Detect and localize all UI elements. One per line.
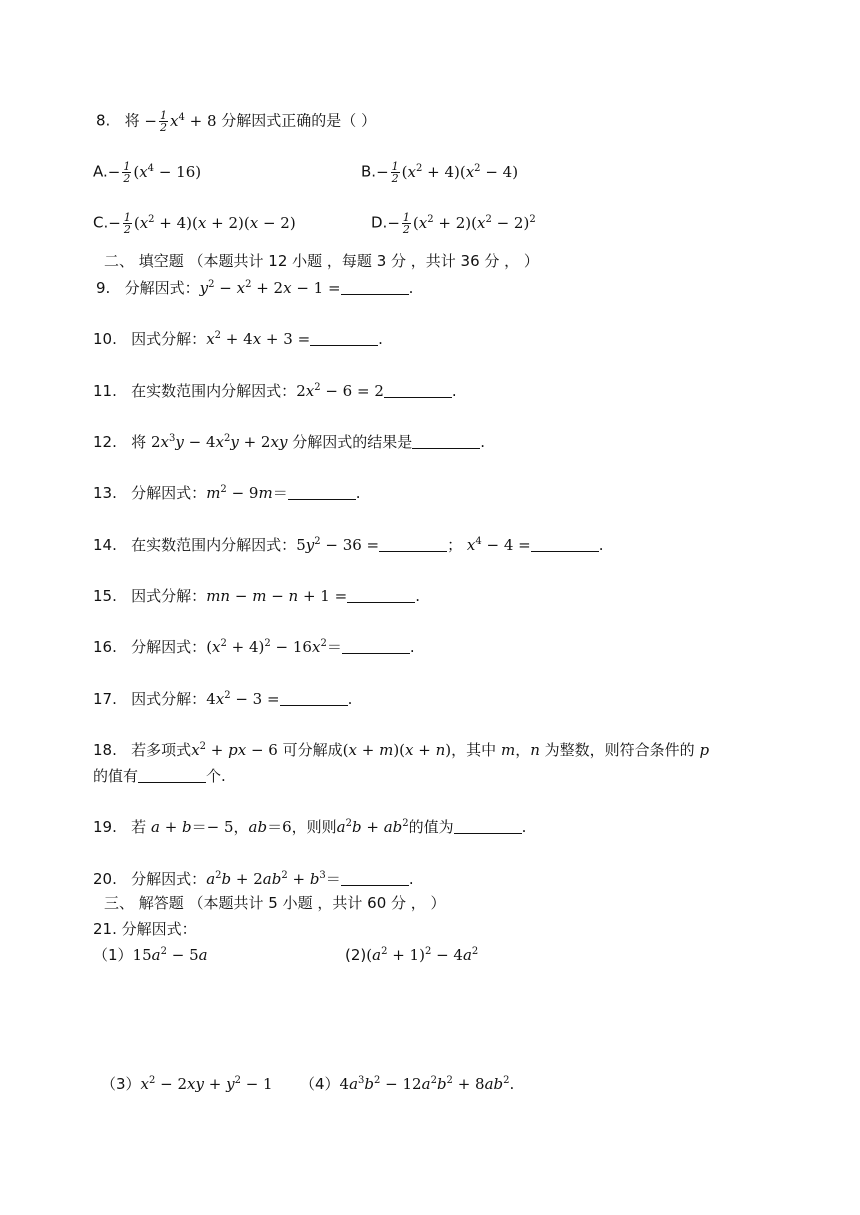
question-text: ，其中 xyxy=(451,741,497,759)
answer-blank[interactable] xyxy=(454,819,522,834)
answer-blank[interactable] xyxy=(412,434,480,449)
question-19 xyxy=(93,817,526,837)
math-expression: $2x^3y - 4x^2y + 2xy$ xyxy=(150,433,288,451)
answer-blank[interactable] xyxy=(379,537,447,552)
question-text: 分解因式的结果是 xyxy=(292,433,413,451)
math-expression: mn − m − n + 1 = xyxy=(206,587,348,605)
punctuation: . xyxy=(408,279,414,297)
question-21-part-1 xyxy=(93,945,208,965)
answer-blank[interactable] xyxy=(310,331,378,346)
punctuation: . xyxy=(378,330,383,348)
answer-blank[interactable] xyxy=(138,768,206,783)
question-number: 13. xyxy=(93,484,117,502)
math-expression: a + b＝− 5 xyxy=(150,818,234,836)
question-text: 则 xyxy=(321,818,337,836)
question-16 xyxy=(93,637,415,657)
math-expression: $4x^2 - 3$ = xyxy=(206,690,280,708)
question-21-title: 21. 分解因式： xyxy=(93,920,197,938)
part-label: （3） xyxy=(101,1075,141,1093)
option-label: A. xyxy=(93,162,108,181)
punctuation: ，则 xyxy=(291,818,322,836)
math-expression: $2x^2 - 6 = 2$ xyxy=(296,382,384,400)
punctuation: . xyxy=(415,587,420,605)
section-3-heading: 三、 解答题 （本题共计 5 小题 ，共计 60 分 ， ） xyxy=(104,894,446,912)
math-expression: $(x^2 + 4)^2 - 16x^2=$ xyxy=(206,638,342,656)
question-21-part-3 xyxy=(101,1074,273,1094)
part-label: （1） xyxy=(93,946,133,964)
question-number: 12. xyxy=(93,433,117,451)
option-b xyxy=(361,161,518,184)
question-text: 的值有 xyxy=(93,767,139,785)
punctuation: . xyxy=(409,638,415,656)
option-label: D. xyxy=(371,213,388,232)
math-expression: $x^2 + 4x + 3$ = xyxy=(206,330,311,348)
question-number: 19. xyxy=(93,818,117,836)
option-label: B. xyxy=(361,162,377,181)
question-number: 9. xyxy=(96,279,111,297)
question-text: 若 xyxy=(131,818,147,836)
question-text: 的值为 xyxy=(408,818,454,836)
answer-blank[interactable] xyxy=(341,871,409,886)
section-2-heading: 二、 填空题 （本题共计 12 小题 ，每题 3 分 ，共计 36 分 ， ） xyxy=(104,252,539,270)
question-number: 17. xyxy=(93,690,117,708)
math-expression: $(a^2 + 1)^2 - 4a^2$ xyxy=(366,946,479,964)
question-text: 分解因式正确的是（ ） xyxy=(221,111,377,130)
answer-blank[interactable] xyxy=(531,537,599,552)
question-text: 分解因式： xyxy=(131,484,207,502)
option-label: C. xyxy=(93,213,109,232)
question-text: 为整数，则符合条件的 xyxy=(544,741,695,759)
question-number: 11. xyxy=(93,382,117,400)
question-10 xyxy=(93,329,383,349)
question-number: 14. xyxy=(93,536,117,554)
question-text: 分解因式： xyxy=(124,279,200,297)
question-18-line-2 xyxy=(93,766,226,786)
question-15 xyxy=(93,586,420,606)
math-expression: $5y^2 - 36$ = xyxy=(296,536,380,554)
question-number: 15. xyxy=(93,587,117,605)
math-expression: − $\frac{1}{2}$ $(x^2 + 2)(x^2 - 2)^2$ xyxy=(387,211,536,236)
math-expression: − $\frac{1}{2}$ $(x^2 + 4)(x^2 - 4)$ xyxy=(376,160,519,185)
question-number: 20. xyxy=(93,870,117,888)
question-21-part-4 xyxy=(300,1074,514,1094)
question-number: 16. xyxy=(93,638,117,656)
math-expression: $x^2 - 2xy + y^2 - 1$ xyxy=(140,1075,273,1093)
punctuation: . xyxy=(451,382,457,400)
answer-blank[interactable] xyxy=(342,639,410,654)
question-18 xyxy=(93,740,709,760)
question-text: 分解因式： xyxy=(131,870,207,888)
punctuation: . xyxy=(598,536,604,554)
math-expression: $4a^3b^2 - 12a^2b^2 + 8ab^2$ xyxy=(339,1075,510,1093)
question-text: 因式分解： xyxy=(131,587,207,605)
punctuation: . xyxy=(521,818,527,836)
punctuation: . xyxy=(509,1075,515,1093)
question-text: 分解因式： xyxy=(131,638,207,656)
question-21-part-2 xyxy=(345,945,478,965)
question-text: 在实数范围内分解因式： xyxy=(131,382,297,400)
math-expression: $a^2b + ab^2$ xyxy=(336,818,409,836)
answer-blank[interactable] xyxy=(341,280,409,295)
punctuation: . xyxy=(347,690,353,708)
answer-blank[interactable] xyxy=(288,485,356,500)
math-expression: $x^2$ + px − 6 xyxy=(191,741,278,759)
math-expression: − $\frac{1}{2}$ $(x^2 + 4)(x + 2)(x - 2)$ xyxy=(108,211,296,236)
question-11 xyxy=(93,381,457,401)
math-expression: m，n xyxy=(500,741,540,759)
option-a xyxy=(93,161,201,184)
question-text: 个. xyxy=(206,767,226,785)
math-expression: $a^2b + 2ab^2 + b^3=$ xyxy=(206,870,341,888)
punctuation: . xyxy=(355,484,361,502)
question-20 xyxy=(93,869,414,889)
question-text: 将 xyxy=(131,433,147,451)
answer-blank[interactable] xyxy=(347,588,415,603)
question-text: 因式分解： xyxy=(131,330,207,348)
math-expression: $x^4 - 4$ = xyxy=(466,536,531,554)
option-d xyxy=(371,212,536,235)
math-expression: − $\frac{1}{2}$ $(x^4 - 16)$ xyxy=(107,160,202,185)
answer-blank[interactable] xyxy=(384,383,452,398)
question-13 xyxy=(93,483,360,503)
question-17 xyxy=(93,689,352,709)
question-8 xyxy=(96,110,376,133)
question-text: 在实数范围内分解因式： xyxy=(131,536,297,554)
option-c xyxy=(93,212,296,235)
part-label: （4） xyxy=(300,1075,340,1093)
punctuation: . xyxy=(480,433,485,451)
question-text: 可分解成 xyxy=(282,741,343,759)
question-number: 18. xyxy=(93,741,117,759)
question-12 xyxy=(93,432,485,452)
math-expression: $y^2 - x^2 + 2x - 1$ = xyxy=(199,279,341,297)
question-text: 将 xyxy=(124,111,140,130)
question-text: 若多项式 xyxy=(131,741,192,759)
math-expression: $15a^2 - 5a$ xyxy=(132,946,208,964)
math-expression: $m^2 - 9m=$ xyxy=(206,484,288,502)
question-text: 因式分解： xyxy=(131,690,207,708)
question-number: 8. xyxy=(96,111,111,130)
punctuation: . xyxy=(408,870,414,888)
question-14 xyxy=(93,535,604,555)
question-9 xyxy=(96,278,413,298)
question-number: 10. xyxy=(93,330,117,348)
part-label: (2) xyxy=(345,946,367,964)
answer-blank[interactable] xyxy=(280,691,348,706)
math-expression: (x + m)(x + n) xyxy=(342,741,452,759)
math-expression: − $\frac{1}{2}$ $x^4 + 8$ xyxy=(144,109,217,134)
punctuation: ； xyxy=(447,536,463,554)
punctuation: ， xyxy=(233,818,249,836)
math-expression: p xyxy=(699,741,710,759)
math-expression: ab＝6 xyxy=(248,818,292,836)
